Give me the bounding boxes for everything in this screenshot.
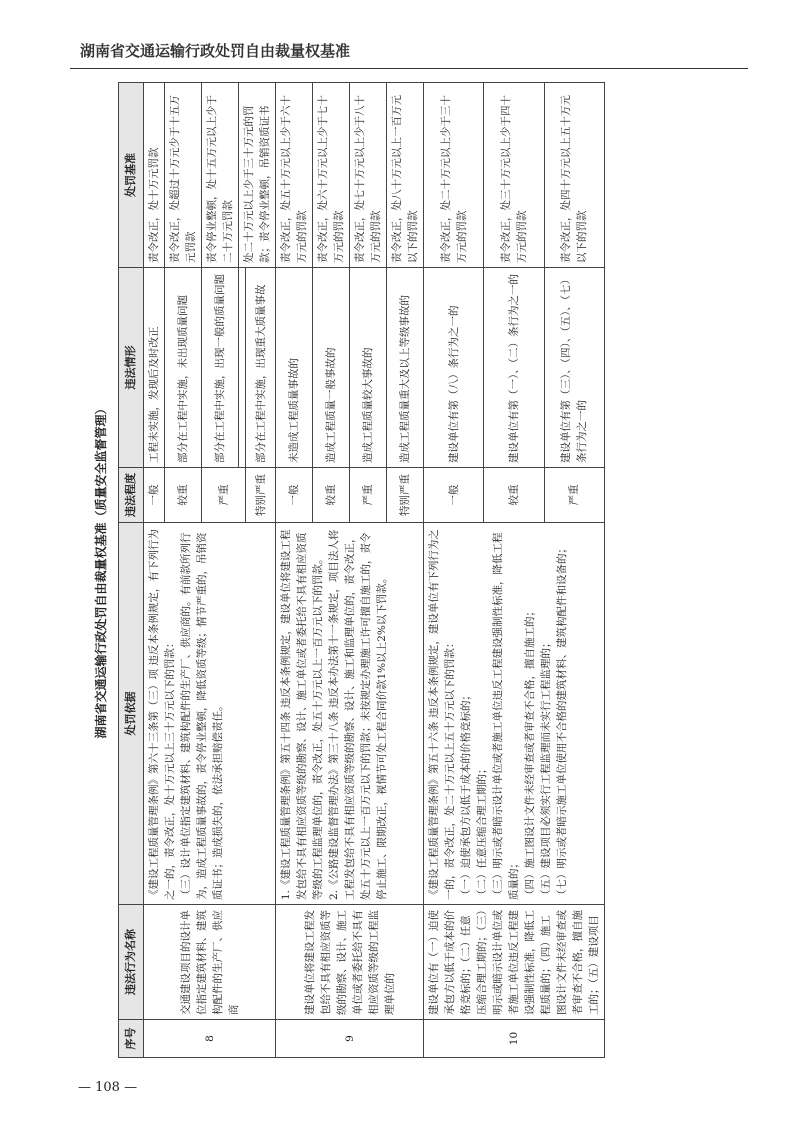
basis-paragraph: 《建设工程质量管理条例》第六十三条第（三）项 违反本条例规定，有下列行为之一的，责令改正，处十万元以上三十万元以下的罚款： — [148, 529, 176, 900]
legal-basis — [144, 523, 276, 905]
violation-situation: 造成工程质量一般事故的 — [313, 268, 350, 468]
penalty-standard: 责令停业整顿，处十五万元以上少于二十万元罚款 — [202, 83, 239, 268]
col-header-name: 违法行为名称 — [119, 905, 144, 1020]
violation-degree: 一般 — [276, 468, 313, 523]
violation-situation: 部分在工程中实施，出现一般的质量问题 — [202, 268, 239, 468]
basis-paragraph: （二）任意压缩合理工期的； — [476, 763, 488, 900]
penalty-standard: 责令改正，处六十万元以上少于七十万元的罚款 — [313, 83, 350, 268]
violation-degree: 特别严重 — [387, 468, 424, 523]
table-row — [276, 83, 313, 1058]
violation-degree: 严重 — [544, 468, 604, 523]
violation-degree: 严重 — [350, 468, 387, 523]
table-row — [144, 83, 165, 1058]
violation-degree: 一般 — [424, 468, 484, 523]
violation-situation: 部分在工程中实施，出现重大质量事故 — [246, 268, 276, 468]
basis-paragraph: （七）明示或者暗示施工单位使用不合格的建筑材料、建筑构配件和设备的； — [556, 543, 568, 900]
legal-basis — [276, 523, 424, 905]
legal-basis — [424, 523, 605, 905]
violation-name: 建设单位将建设工程发包给不具有相应资质等级的勘察、设计、施工单位或者委托给不具有相应资质等级的工程监理单位的 — [276, 905, 424, 1020]
rotated-table-area — [94, 83, 693, 1058]
violation-situation: 建设单位有第（八）条行为之一的 — [424, 268, 484, 468]
row-number: 8 — [144, 1020, 276, 1058]
col-header-situation: 违法情形 — [119, 268, 144, 468]
col-header-basis: 处罚依据 — [119, 523, 144, 905]
violation-situation: 建设单位有第（三）、（四）、（五）、（七）条行为之一的 — [544, 268, 604, 468]
penalty-standard-table — [118, 82, 605, 1058]
basis-paragraph: （五）建设项目必须实行工程监理而未实行工程监理的； — [540, 637, 552, 900]
violation-name: 建设单位有（一）迫使承包方以低于成本的价格竞标的；（二）任意压缩合理工期的；（三）明示或暗示设计单位或者施工单位违反工程建设强制性标准，降低工程质量的；（四）施工图设计文件未经审查或者审查不合格，擅自施工的；（五）建设项目 — [424, 905, 605, 1020]
violation-degree: 较重 — [165, 468, 202, 523]
basis-paragraph: （一）迫使承包方以低于成本的价格竞标的； — [460, 690, 472, 900]
violation-degree: 特别严重 — [246, 468, 276, 523]
basis-paragraph: 2.《公路建设监督管理办法》第三十八条 违反本办法第十一条规定，项目法人将工程发包给不具有相应资质等级的勘察、设计、施工和监理单位的，责令改正，处五十万元以上一百万元以下的罚款；未按规定办理施工许可擅自施工的，责令停止施工、限期改正，视情节可处工程合同价款1%以上2%以下罚款。 — [328, 529, 388, 900]
violation-degree: 严重 — [202, 468, 246, 523]
violation-situation: 造成工程质量较大事故的 — [350, 268, 387, 468]
penalty-standard: 责令改正，处三十万元以上少于四十万元的罚款 — [484, 83, 544, 268]
violation-situation — [239, 268, 246, 468]
penalty-standard: 责令改正，处十万元罚款 — [144, 83, 165, 268]
penalty-standard: 责令改正，处四十万元以上五十万元以下的罚款 — [544, 83, 604, 268]
violation-situation: 未造成工程质量事故的 — [276, 268, 313, 468]
row-number: 10 — [424, 1020, 605, 1058]
violation-situation: 部分在工程中实施，未出现质量问题 — [165, 268, 202, 468]
violation-situation: 建设单位有第（一）、（二）条行为之一的 — [484, 268, 544, 468]
header-rule — [70, 68, 748, 69]
penalty-standard: 责令改正，处八十万元以上一百万元以下的罚款 — [387, 83, 424, 268]
violation-situation: 造成工程质量重大及以上等级事故的 — [387, 268, 424, 468]
col-header-no: 序号 — [119, 1020, 144, 1058]
basis-paragraph: （三）设计单位指定建筑材料、建筑构配件的生产厂、供应商的。有前款所列行为，造成工程质量事故的，责令停业整顿，降低资质等级；情节严重的，吊销资质证书；造成损失的，依法承担赔偿责任。 — [180, 532, 224, 900]
violation-degree: 较重 — [313, 468, 350, 523]
running-header: 湖南省交通运输行政处罚自由裁量权基准 — [80, 42, 351, 60]
basis-paragraph: 《建设工程质量管理条例》第五十六条 违反本条例规定，建设单位有下列行为之一的，责令改正，处二十万元以上五十万元以下的罚款： — [428, 529, 456, 900]
violation-degree: 较重 — [484, 468, 544, 523]
row-number: 9 — [276, 1020, 424, 1058]
penalty-standard: 责令改正，处超过十万元少于十五万元罚款 — [165, 83, 202, 268]
violation-situation: 工程未实施，发现后及时改正 — [144, 268, 165, 468]
penalty-standard: 责令改正，处五十万元以上少于六十万元的罚款 — [276, 83, 313, 268]
page-number: — 108 — — [78, 1080, 138, 1095]
basis-paragraph: （四）施工图设计文件未经审查或者审查不合格，擅自施工的； — [524, 606, 536, 900]
table-caption: 湖南省交通运输行政处罚自由裁量权基准（质量安全监督管理） — [94, 402, 108, 739]
penalty-standard: 责令改正，处七十万元以上少于八十万元的罚款 — [350, 83, 387, 268]
table-header-row — [119, 83, 144, 1058]
basis-paragraph: 1.《建设工程质量管理条例》第五十四条 违反本条例规定，建设单位将建设工程发包给不具有相应资质等级的勘察、设计、施工单位或者委托给不具有相应资质等级的工程监理单位的，责令改正，处五十万元以上一百万元以下的罚款。 — [280, 529, 324, 900]
col-header-degree: 违法程度 — [119, 468, 144, 523]
col-header-penalty: 处罚基准 — [119, 83, 144, 268]
penalty-standard: 处二十万元以上少于三十万元的罚款；责令停业整顿，吊销资质证书 — [239, 83, 276, 268]
violation-degree: 一般 — [144, 468, 165, 523]
table-row — [424, 83, 484, 1058]
violation-name: 交通建设项目的设计单位指定建筑材料、建筑构配件的生产厂、供应商 — [144, 905, 276, 1020]
penalty-standard: 责令改正，处二十万元以上少于三十万元的罚款 — [424, 83, 484, 268]
basis-paragraph: （三）明示或者暗示设计单位或者施工单位违反工程建设强制性标准，降低工程质量的； — [492, 532, 520, 900]
